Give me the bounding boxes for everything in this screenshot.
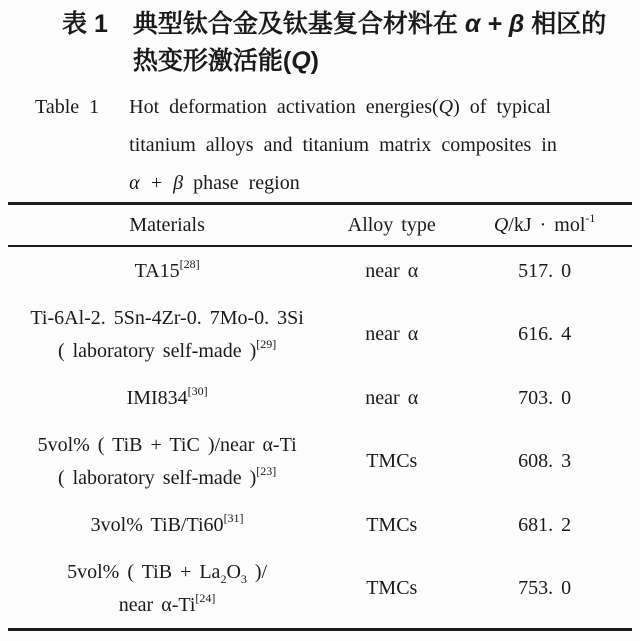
alloy-type-cell: TMCs bbox=[366, 450, 418, 472]
caption-text: ) of typical bbox=[453, 96, 551, 118]
alpha-beta-symbol: α + β bbox=[464, 10, 525, 38]
table-row bbox=[8, 501, 632, 549]
q-symbol: Q bbox=[438, 96, 454, 118]
table-row bbox=[8, 246, 632, 295]
material-name: 5vol% ( TiB + La bbox=[67, 560, 221, 583]
chinese-caption-line2 bbox=[133, 43, 606, 80]
table-body bbox=[8, 246, 632, 630]
table-row bbox=[8, 549, 632, 630]
chinese-caption-text bbox=[133, 6, 606, 80]
reference-superscript: [29] bbox=[256, 336, 277, 351]
material-name: TA15 bbox=[134, 259, 180, 282]
q-value-cell: 616. 4 bbox=[518, 323, 572, 345]
material-name: near α-Ti bbox=[118, 593, 196, 616]
q-value-cell: 681. 2 bbox=[518, 513, 572, 536]
material-name-line1: 5vol% ( TiB + TiC )/near α-Ti bbox=[37, 433, 297, 456]
caption-text: Hot deformation activation energies( bbox=[129, 96, 439, 118]
material-name: O bbox=[226, 560, 241, 583]
exponent: -1 bbox=[585, 210, 596, 225]
q-symbol: Q bbox=[291, 47, 311, 75]
reference-superscript: [23] bbox=[256, 463, 277, 478]
english-caption-line3 bbox=[129, 164, 557, 202]
header-row bbox=[8, 204, 632, 247]
material-cell bbox=[8, 549, 326, 630]
material-name-line2 bbox=[8, 462, 326, 495]
table-number-cn: 表 1 bbox=[62, 10, 108, 38]
english-caption-line2: titanium alloys and titanium matrix composites in bbox=[129, 134, 557, 156]
caption-text: phase region bbox=[183, 172, 300, 194]
alloy-type-cell: TMCs bbox=[366, 513, 418, 536]
chinese-caption bbox=[62, 6, 632, 80]
alloy-type-cell: near α bbox=[365, 259, 419, 282]
alloy-type-cell: TMCs bbox=[366, 577, 418, 599]
english-caption bbox=[35, 88, 632, 202]
q-unit: /kJ · mol bbox=[508, 213, 586, 236]
data-table bbox=[8, 202, 632, 631]
alloy-type-cell: near α bbox=[365, 386, 419, 409]
q-value-cell: 753. 0 bbox=[518, 577, 572, 599]
table-header bbox=[8, 204, 632, 247]
material-name-line2 bbox=[8, 335, 326, 368]
material-name-line1: Ti-6Al-2. 5Sn-4Zr-0. 7Mo-0. 3Si bbox=[30, 306, 304, 329]
material-cell bbox=[8, 295, 326, 374]
english-caption-line1 bbox=[129, 88, 557, 126]
material-cell bbox=[8, 246, 326, 295]
material-name-line2 bbox=[8, 589, 326, 622]
reference-superscript: [30] bbox=[187, 383, 208, 398]
material-name: 3vol% TiB/Ti60 bbox=[90, 513, 224, 536]
reference-superscript: [31] bbox=[223, 510, 244, 525]
english-caption-text bbox=[129, 88, 557, 202]
alloy-type-column-header: Alloy type bbox=[347, 213, 436, 236]
table-number-en: Table 1 bbox=[35, 96, 100, 118]
q-column-header bbox=[457, 204, 632, 247]
material-cell bbox=[8, 374, 326, 422]
reference-superscript: [24] bbox=[195, 590, 216, 605]
alpha-beta-symbol: α + β bbox=[129, 172, 184, 194]
alloy-type-cell: near α bbox=[365, 323, 419, 345]
caption-text: 热变形激活能( bbox=[132, 47, 292, 75]
subscript: 2 bbox=[220, 571, 227, 586]
material-cell bbox=[8, 501, 326, 549]
caption-text: 典型钛合金及钛基复合材料在 bbox=[132, 10, 465, 38]
reference-superscript: [28] bbox=[179, 256, 200, 271]
subscript: 3 bbox=[240, 571, 247, 586]
material-name: )/ bbox=[246, 560, 268, 583]
material-name-line1 bbox=[8, 556, 326, 589]
caption-text: 相区的 bbox=[524, 10, 607, 38]
chinese-caption-line1 bbox=[133, 6, 606, 43]
table-row bbox=[8, 374, 632, 422]
material-cell bbox=[8, 422, 326, 501]
q-value-cell: 608. 3 bbox=[518, 450, 572, 472]
table-row bbox=[8, 422, 632, 501]
material-name: ( laboratory self-made ) bbox=[57, 466, 257, 489]
material-name: ( laboratory self-made ) bbox=[57, 339, 257, 362]
q-symbol: Q bbox=[493, 213, 509, 236]
caption-text: ) bbox=[310, 47, 319, 75]
q-value-cell: 703. 0 bbox=[518, 386, 572, 409]
material-name: IMI834 bbox=[126, 386, 188, 409]
q-value-cell: 517. 0 bbox=[518, 259, 572, 282]
table-row bbox=[8, 295, 632, 374]
materials-column-header: Materials bbox=[129, 213, 205, 236]
